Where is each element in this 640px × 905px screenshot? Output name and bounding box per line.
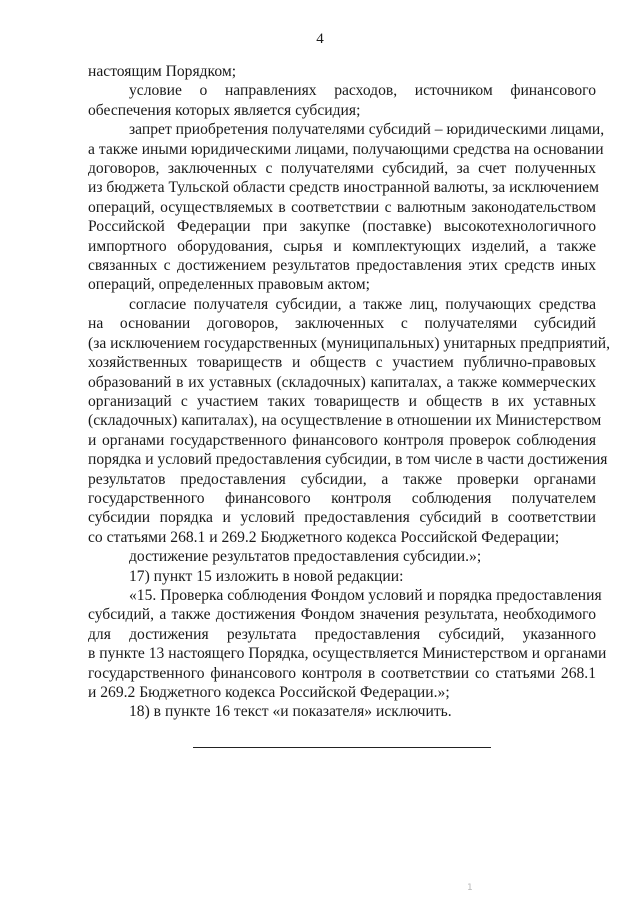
text-line: (за исключением государственных (муниципальных) унитарных предприятий, <box>88 334 610 352</box>
text-line: порядка и условий предоставления субсидии, в том числе в части достижения <box>88 451 608 469</box>
text-line: субсидий, а также достижения Фондом значения результата, необходимого <box>88 606 596 624</box>
text-line: хозяйственных товариществ и обществ с участием публично-правовых <box>88 354 596 372</box>
text-line: согласие получателя субсидии, а также лиц, получающих средства <box>129 295 596 313</box>
text-line: запрет приобретения получателями субсидий – юридическими лицами, <box>129 121 605 139</box>
text-line: образований в их уставных (складочных) капиталах, а также коммерческих <box>88 373 596 391</box>
text-line: операций, определенных правовым актом; <box>88 276 371 294</box>
document-body <box>88 62 610 722</box>
text-line: импортного оборудования, сырья и комплектующих изделий, а также <box>88 237 596 255</box>
text-line: 17) пункт 15 изложить в новой редакции: <box>129 567 404 585</box>
text-line: субсидии порядка и условий предоставления субсидий в соответствии <box>88 509 596 527</box>
text-line: условие о направлениях расходов, источником финансового <box>129 82 596 100</box>
page-number: 4 <box>316 31 324 47</box>
text-line: договоров, заключенных с получателями субсидий, за счет полученных <box>88 160 596 178</box>
text-line: организаций с участием таких товариществ и обществ в их уставных <box>88 392 596 410</box>
text-line: и 269.2 Бюджетного кодекса Российской Федерации.»; <box>88 684 450 701</box>
text-line: на основании договоров, заключенных с получателями субсидий <box>88 315 596 333</box>
text-line: «15. Проверка соблюдения Фондом условий и порядка предоставления <box>129 586 602 604</box>
text-line: в пункте 13 настоящего Порядка, осуществляется Министерством и органами <box>88 645 607 663</box>
text-line: а также иными юридическими лицами, получающими средства на основании <box>88 140 604 158</box>
text-line: операций, осуществляемых в соответствии с валютным законодательством <box>88 198 596 216</box>
closing-divider-line <box>193 747 491 748</box>
text-line: настоящим Порядком; <box>88 63 237 80</box>
scan-mark: 1 <box>467 883 473 893</box>
text-line: достижение результатов предоставления субсидии.»; <box>129 548 482 566</box>
text-line: из бюджета Тульской области средств иностранной валюты, за исключением <box>88 179 600 197</box>
text-line: и органами государственного финансового контроля проверок соблюдения <box>88 431 596 449</box>
text-line: 18) в пункте 16 текст «и показателя» исключить. <box>129 703 452 721</box>
text-line: связанных с достижением результатов предоставления этих средств иных <box>88 257 596 275</box>
text-line: государственного финансового контроля в соответствии со статьями 268.1 <box>88 664 596 682</box>
text-line: государственного финансового контроля соблюдения получателем <box>88 489 596 507</box>
text-line: обеспечения которых является субсидия; <box>88 101 361 119</box>
text-line: со статьями 268.1 и 269.2 Бюджетного кодекса Российской Федерации; <box>88 528 560 546</box>
text-line: (складочных) капиталах), на осуществление в отношении их Министерством <box>88 412 602 430</box>
text-line: для достижения результата предоставления субсидий, указанного <box>88 625 596 643</box>
text-line: результатов предоставления субсидии, а также проверки органами <box>88 470 596 488</box>
text-line: Российской Федерации при закупке (поставке) высокотехнологичного <box>88 218 596 236</box>
